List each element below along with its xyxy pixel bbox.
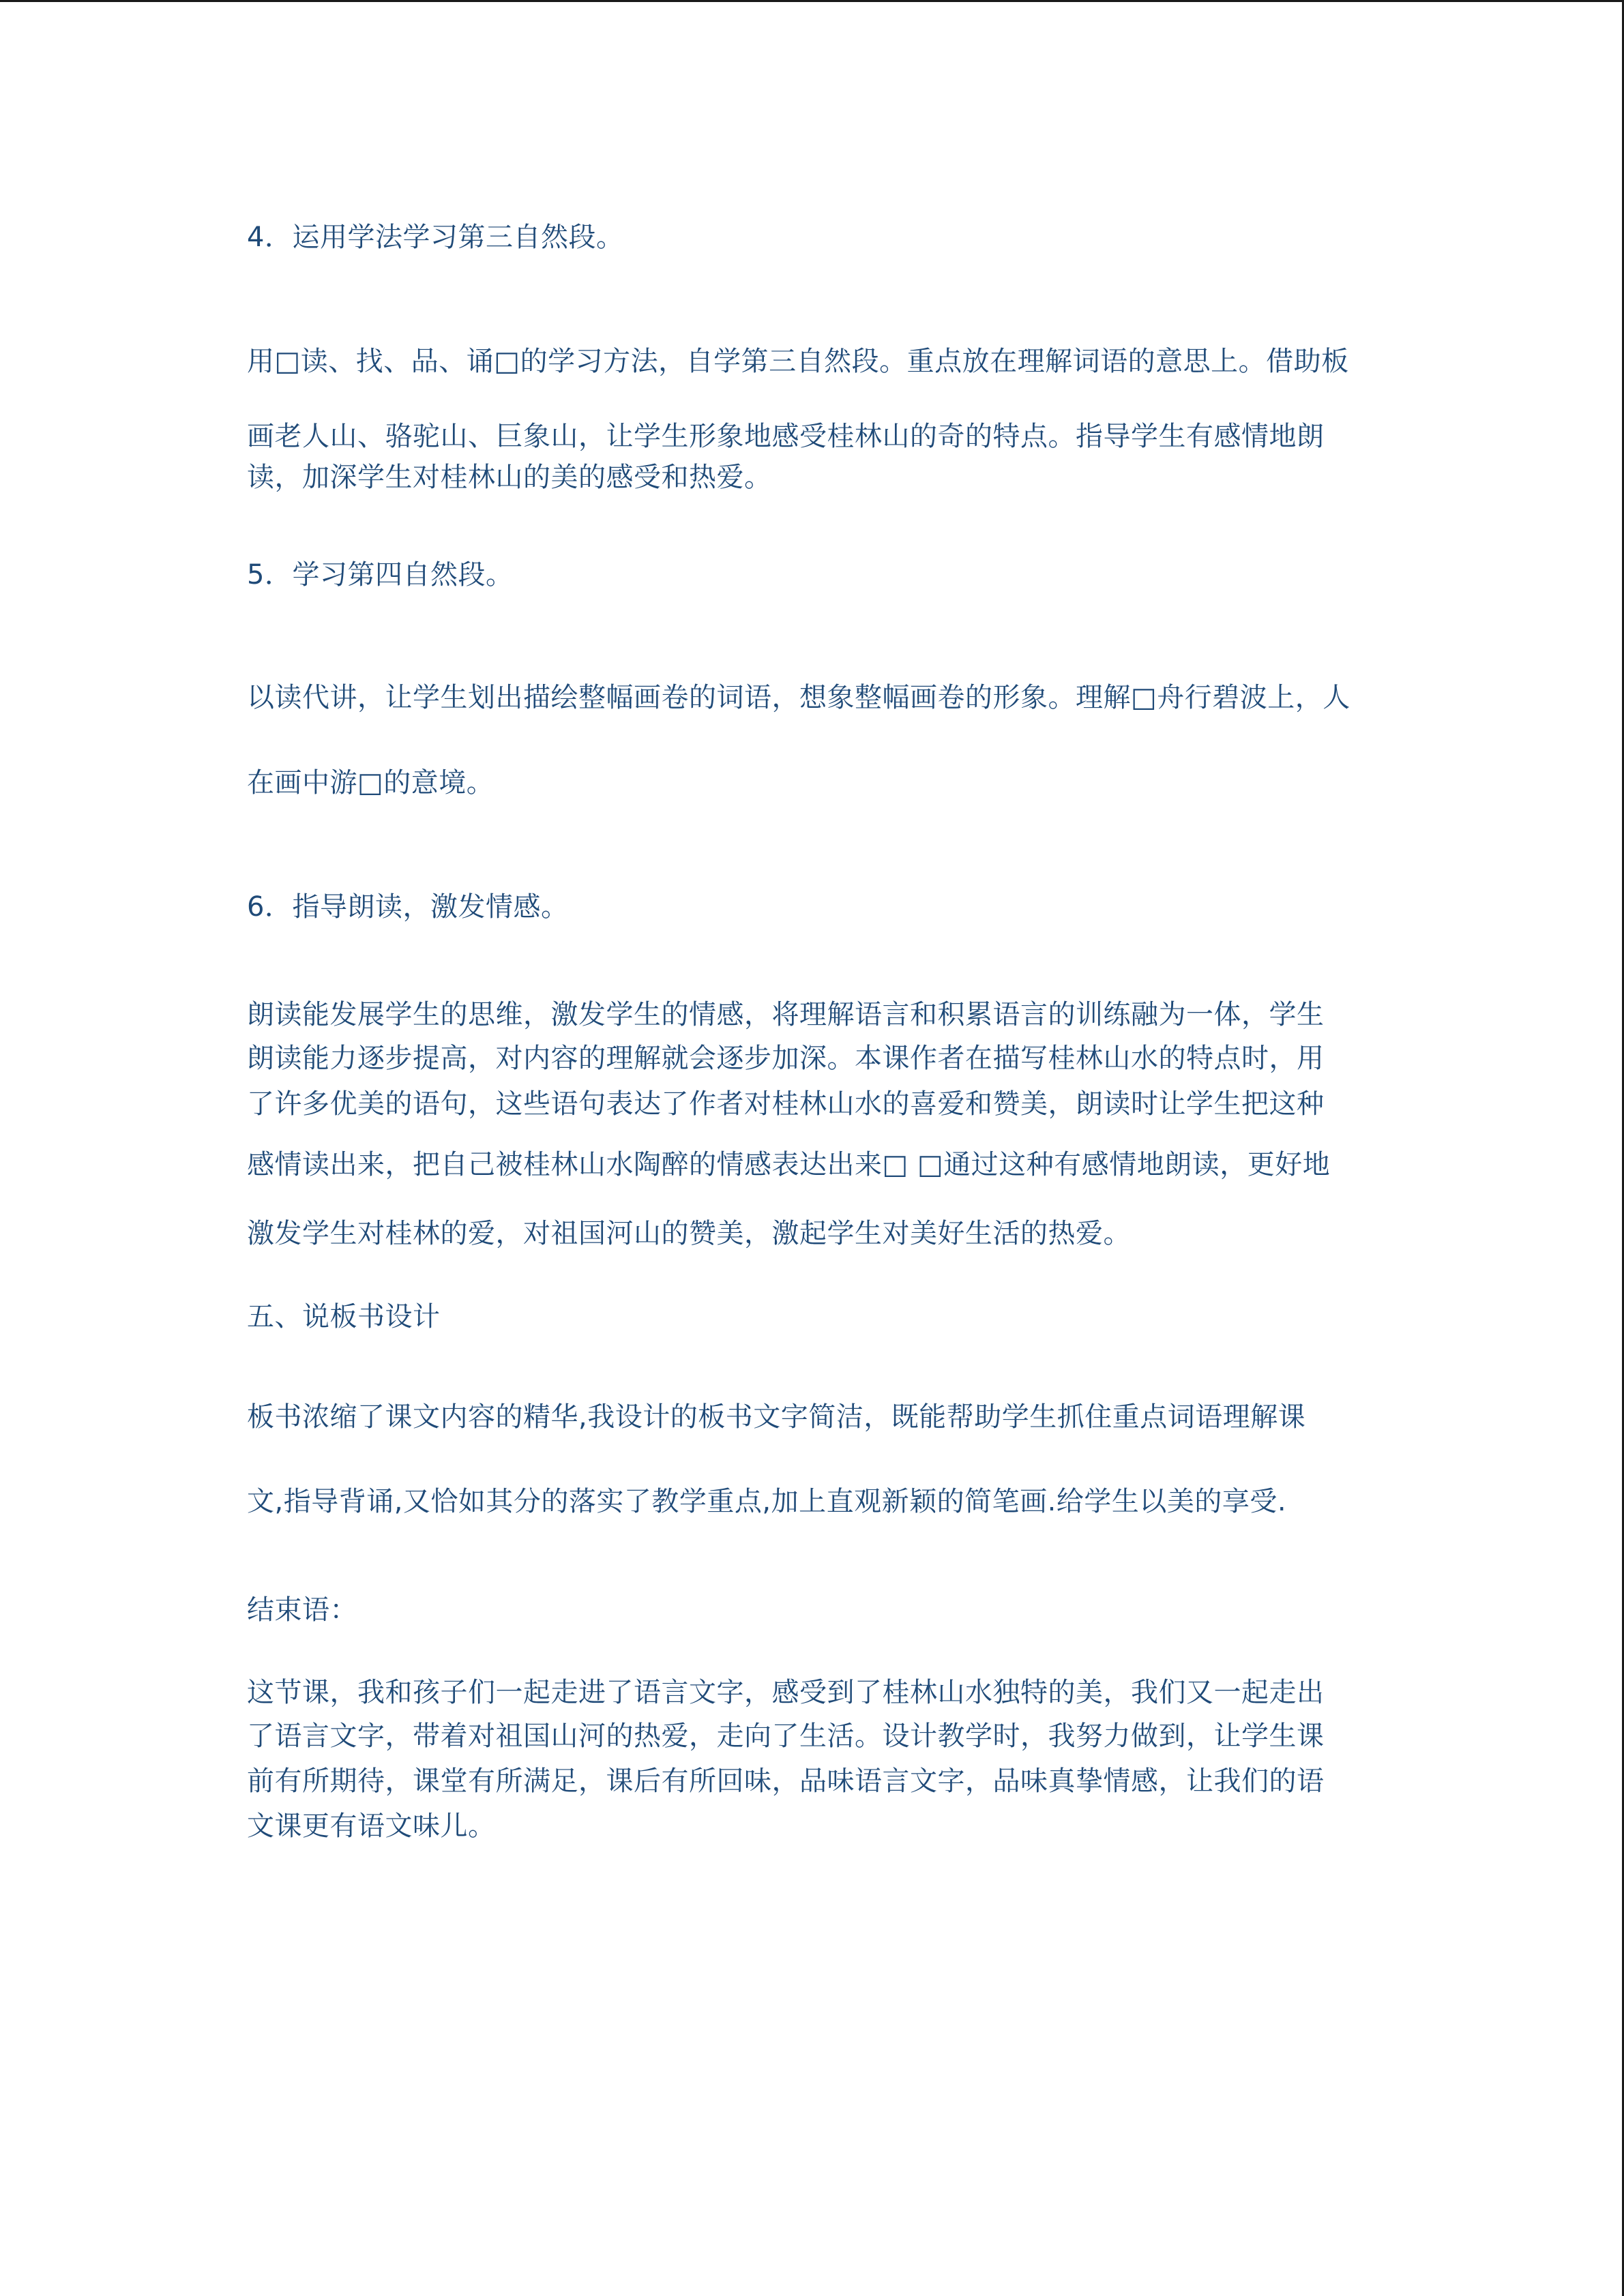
section-4-line-1: 用□读、找、品、诵□的学习方法，自学第三自然段。重点放在理解词语的意思上。借助板: [247, 346, 1349, 377]
board-design-line-2: 文,指导背诵,又恰如其分的落实了教学重点,加上直观新颖的简笔画.给学生以美的享受.: [247, 1486, 1287, 1517]
closing-line-4: 文课更有语文味儿。: [247, 1810, 496, 1842]
board-design-line-1: 板书浓缩了课文内容的精华,我设计的板书文字简洁，既能帮助学生抓住重点词语理解课: [247, 1401, 1306, 1433]
board-design-heading: 五、说板书设计: [247, 1301, 441, 1332]
section-6-line-5: 激发学生对桂林的爱，对祖国河山的赞美，激起学生对美好生活的热爱。: [247, 1218, 1131, 1249]
closing-line-1: 这节课，我和孩子们一起走进了语言文字，感受到了桂林山水独特的美，我们又一起走出: [247, 1677, 1325, 1708]
section-5-line-2: 在画中游□的意境。: [247, 767, 494, 799]
section-4-line-2: 画老人山、骆驼山、巨象山，让学生形象地感受桂林山的奇的特点。指导学生有感情地朗: [247, 421, 1325, 452]
section-6-line-2: 朗读能力逐步提高，对内容的理解就会逐步加深。本课作者在描写桂林山水的特点时，用: [247, 1043, 1325, 1074]
section-5-heading: 5．学习第四自然段。: [247, 559, 514, 591]
section-6-line-1: 朗读能发展学生的思维，激发学生的情感，将理解语言和积累语言的训练融为一体，学生: [247, 999, 1325, 1030]
page-border-top: [0, 0, 1624, 2]
closing-line-2: 了语言文字，带着对祖国山河的热爱，走向了生活。设计教学时，我努力做到，让学生课: [247, 1720, 1325, 1752]
section-4-heading: 4．运用学法学习第三自然段。: [247, 222, 624, 253]
section-4-line-3: 读，加深学生对桂林山的美的感受和热爱。: [247, 462, 772, 493]
section-6-line-3: 了许多优美的语句，这些语句表达了作者对桂林山水的喜爱和赞美，朗读时让学生把这种: [247, 1088, 1325, 1120]
section-5-line-1: 以读代讲，让学生划出描绘整幅画卷的词语，想象整幅画卷的形象。理解□舟行碧波上，人: [247, 682, 1350, 713]
section-6-line-4: 感情读出来，把自己被桂林山水陶醉的情感表达出来□ □通过这种有感情地朗读，更好地: [247, 1149, 1331, 1180]
closing-line-3: 前有所期待，课堂有所满足，课后有所回味，品味语言文字，品味真挚情感，让我们的语: [247, 1765, 1325, 1797]
section-6-heading: 6．指导朗读，激发情感。: [247, 891, 569, 923]
closing-heading: 结束语：: [247, 1594, 357, 1626]
